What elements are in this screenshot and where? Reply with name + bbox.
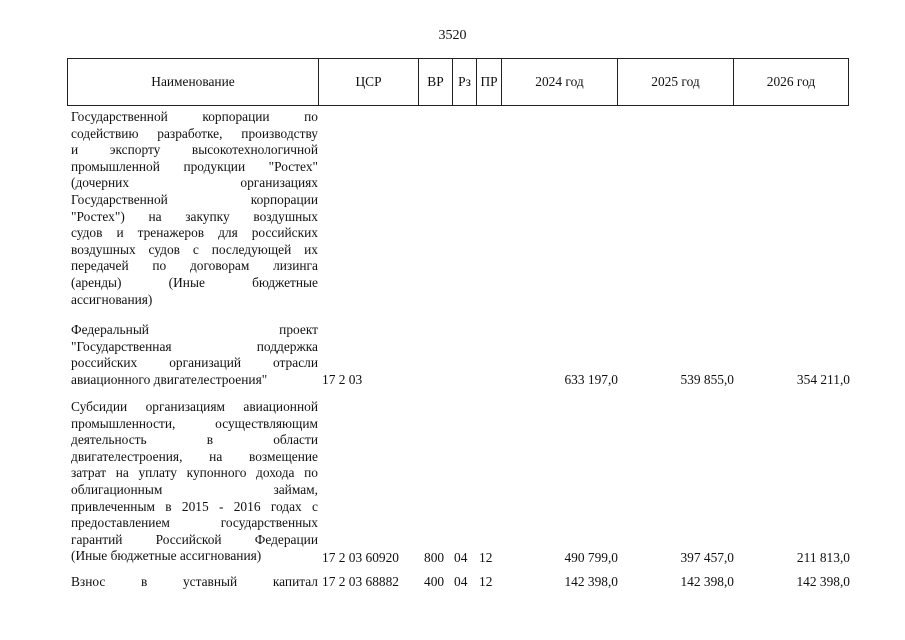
pr-code: 12: [479, 550, 493, 565]
name-line: содействию разработке, производству: [71, 125, 318, 141]
name-line: привлеченным в 2015 - 2016 годах с: [71, 498, 318, 514]
column-header-csr: ЦСР: [318, 59, 418, 105]
page-number: 3520: [438, 28, 467, 43]
amount-2024: 490 799,0: [564, 550, 618, 565]
amount-2025: 539 855,0: [680, 372, 734, 387]
name-line: Государственной корпорации: [71, 191, 318, 207]
name-line: Государственной корпорации по: [71, 109, 318, 124]
column-header-2026: 2026 год: [733, 59, 849, 105]
csr-code: 17 2 03: [322, 372, 363, 387]
column-header-vr: ВР: [418, 59, 452, 105]
name-line: "Государственная поддержка: [71, 338, 318, 354]
amount-2026: 142 398,0: [796, 574, 850, 589]
rz-code: 04: [454, 550, 468, 565]
table-row-name: [71, 574, 318, 591]
column-header-pr: ПР: [476, 59, 501, 105]
rz-code: 04: [454, 574, 468, 589]
name-line: промышленной продукции "Ростех": [71, 158, 318, 174]
name-line: деятельность в области: [71, 432, 318, 448]
name-line: (дочерних организациях: [71, 175, 318, 191]
table-row-name: [71, 322, 318, 388]
csr-code: 17 2 03 68882: [322, 574, 399, 589]
name-line: двигателестроения, на возмещение: [71, 448, 318, 464]
name-line: воздушных судов с последующей их: [71, 241, 318, 257]
name-line: затрат на уплату купонного дохода по: [71, 465, 318, 481]
amount-2024: 633 197,0: [564, 372, 618, 387]
name-line: гарантий Российской Федерации: [71, 531, 318, 547]
name-line: судов и тренажеров для российских: [71, 225, 318, 241]
amount-2026: 354 211,0: [796, 372, 850, 387]
name-line: (Иные бюджетные ассигнования): [71, 548, 262, 564]
name-line: передачей по договорам лизинга: [71, 258, 318, 274]
name-line: российских организаций отрасли: [71, 355, 318, 371]
vr-code: 800: [424, 550, 445, 565]
csr-code: 17 2 03 60920: [322, 550, 399, 565]
table-row-name: [71, 109, 318, 308]
column-header-2024: 2024 год: [501, 59, 617, 105]
table-row-name: [71, 399, 318, 565]
column-header-2025: 2025 год: [617, 59, 733, 105]
name-line: предоставлением государственных: [71, 515, 318, 531]
pr-code: 12: [479, 574, 493, 589]
name-line: Субсидии организациям авиационной: [71, 399, 318, 414]
amount-2024: 142 398,0: [564, 574, 618, 589]
amount-2025: 397 457,0: [680, 550, 734, 565]
name-line: авиационного двигателестроения": [71, 371, 268, 387]
amount-2026: 211 813,0: [796, 550, 850, 565]
name-line: облигационным займам,: [71, 481, 318, 497]
vr-code: 400: [424, 574, 445, 589]
table-header: [67, 58, 849, 106]
column-header-name: Наименование: [67, 59, 318, 105]
name-line: ассигнования): [71, 291, 153, 307]
amount-2025: 142 398,0: [680, 574, 734, 589]
name-line: промышленности, осуществляющим: [71, 415, 318, 431]
name-line: Федеральный проект: [71, 322, 318, 337]
name-line: Взнос в уставный капитал: [71, 574, 318, 589]
name-line: и экспорту высокотехнологичной: [71, 142, 318, 158]
name-line: (аренды) (Иные бюджетные: [71, 274, 318, 290]
column-header-rz: Рз: [452, 59, 476, 105]
name-line: "Ростех") на закупку воздушных: [71, 208, 318, 224]
